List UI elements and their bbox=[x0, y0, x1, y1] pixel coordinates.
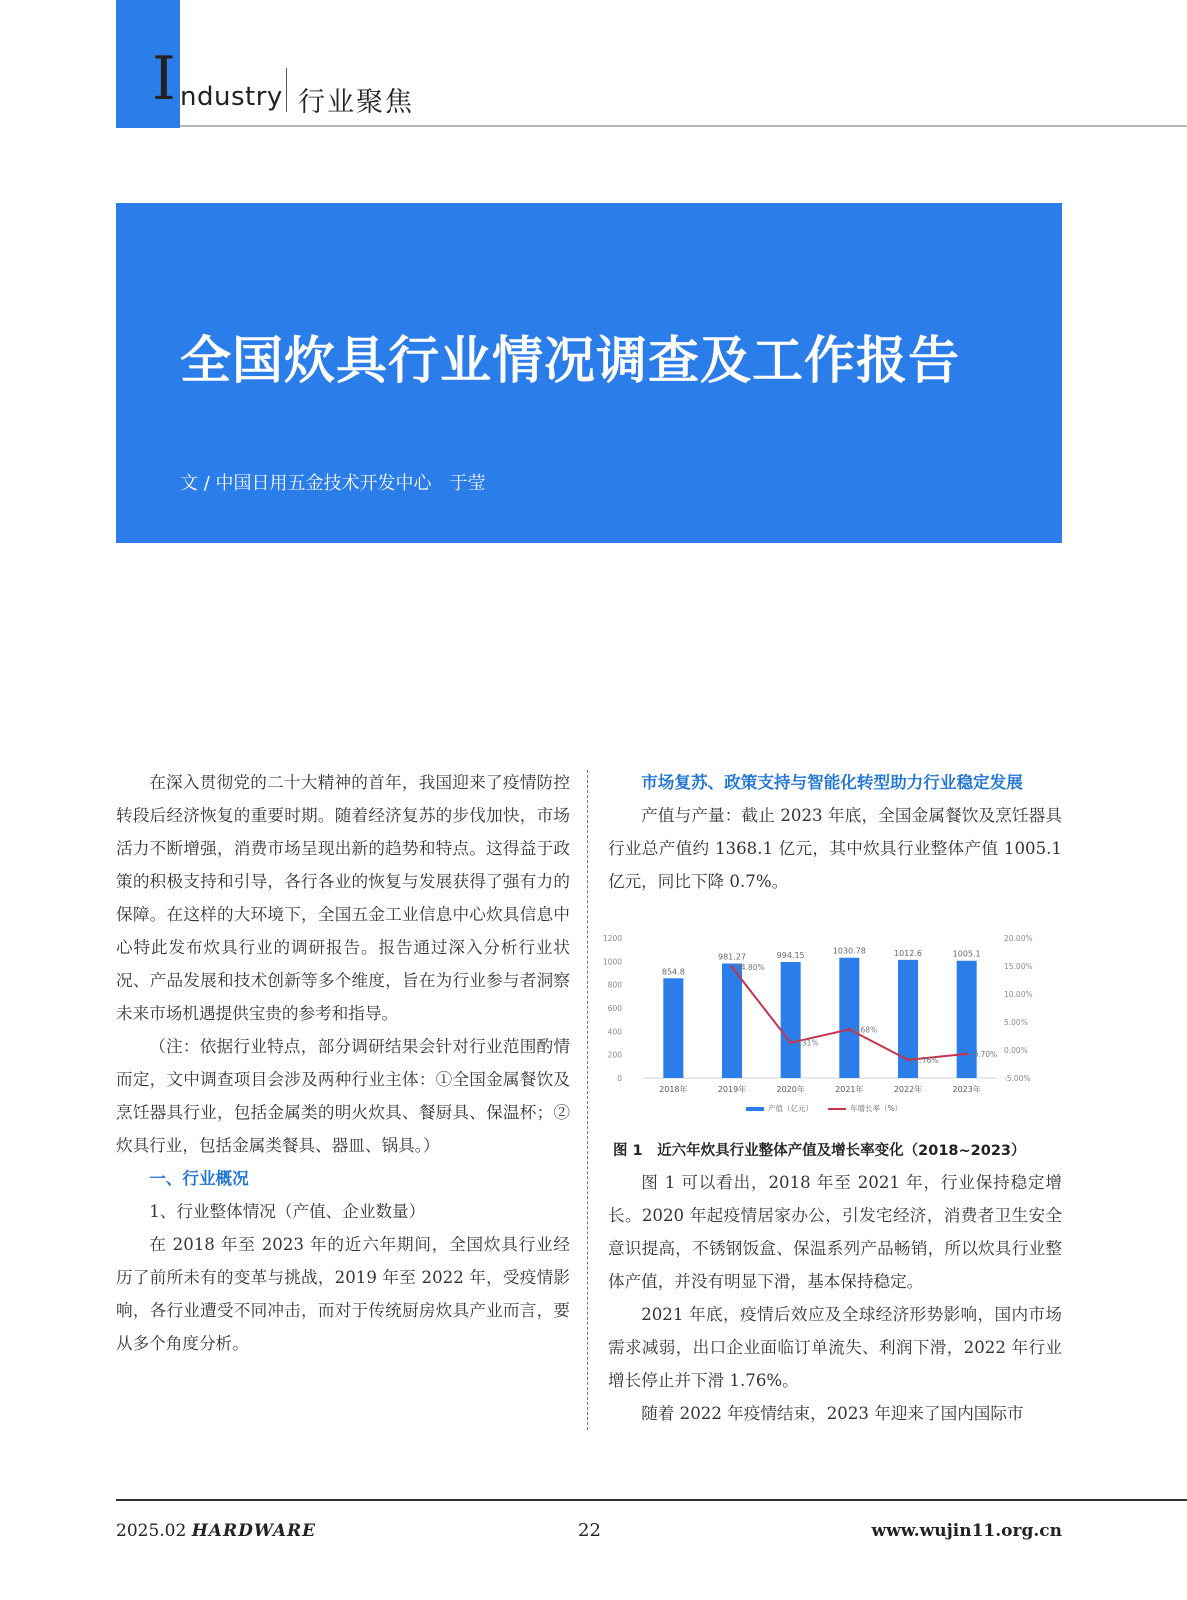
subsection-heading-blue: 市场复苏、政策支持与智能化转型助力行业稳定发展 bbox=[641, 773, 1023, 792]
growth-rate-point bbox=[730, 966, 733, 969]
bar-value-label: 1005.1 bbox=[952, 949, 981, 959]
body-paragraph: 随着 2022 年疫情结束，2023 年迎来了国内国际市 bbox=[641, 1404, 1024, 1423]
y-left-tick-label: 200 bbox=[607, 1050, 622, 1060]
left-column bbox=[116, 766, 570, 1360]
legend-label: 产值（亿元） bbox=[768, 1104, 813, 1113]
page-number: 22 bbox=[578, 1520, 601, 1541]
chart-bar bbox=[957, 961, 977, 1078]
footer-issue bbox=[116, 1521, 316, 1541]
y-right-tick-label: 10.00% bbox=[1004, 990, 1033, 999]
y-left-tick-label: 1000 bbox=[602, 957, 622, 967]
y-right-tick-label: 0.00% bbox=[1004, 1046, 1028, 1055]
x-tick-label: 2020年 bbox=[776, 1085, 805, 1094]
bar-value-label: 1012.6 bbox=[894, 948, 922, 958]
y-left-tick-label: 400 bbox=[607, 1027, 622, 1037]
column-divider bbox=[587, 770, 588, 1430]
y-right-tick-label: 20.00% bbox=[1004, 934, 1033, 943]
body-paragraph: 图 1 可以看出，2018 年至 2021 年，行业保持稳定增长。2020 年起疫情居家办公，引发宅经济，消费者卫生安全意识提高，不锈钢饭盒、保温系列产品畅销，所以炊具行业整体产值，并没有明显下滑，基本保持稳定。 bbox=[608, 1173, 1062, 1291]
bar-value-label: 981.27 bbox=[718, 952, 746, 962]
x-tick-label: 2021年 bbox=[835, 1085, 864, 1094]
section-name-en: ndustry bbox=[180, 82, 283, 112]
title-banner bbox=[116, 203, 1062, 543]
x-tick-label: 2022年 bbox=[893, 1085, 923, 1094]
figure-chart bbox=[602, 928, 1066, 1126]
body-paragraph: 在 2018 年至 2023 年的近六年期间，全国炊具行业经历了前所未有的变革与挑战，2019 年至 2022 年，受疫情影响，各行业遭受不同冲击，而对于传统厨房炊具产业而言，要从多个角度分析。 bbox=[116, 1235, 570, 1353]
article-byline: 文 / 中国日用五金技术开发中心 于莹 bbox=[180, 473, 486, 494]
growth-rate-label: 1.31% bbox=[794, 1038, 819, 1048]
bar-value-label: 854.8 bbox=[661, 967, 685, 977]
article-title: 全国炊具行业情况调查及工作报告 bbox=[180, 332, 961, 391]
growth-rate-label: 3.68% bbox=[853, 1025, 878, 1035]
y-left-tick-label: 600 bbox=[607, 1004, 622, 1013]
x-tick-label: 2018年 bbox=[659, 1085, 688, 1094]
footer-website: www.wujin11.org.cn bbox=[871, 1521, 1062, 1541]
right-column-bottom bbox=[608, 1166, 1062, 1430]
legend-label: 年增长率（%） bbox=[850, 1104, 903, 1113]
chart-bar bbox=[839, 958, 859, 1078]
header-rule bbox=[180, 125, 1187, 127]
y-left-tick-label: 1200 bbox=[602, 934, 622, 943]
bar-value-label: 1030.78 bbox=[832, 946, 866, 956]
body-paragraph: 产值与产量：截止 2023 年底，全国金属餐饮及烹饪器具行业总产值约 1368.1 亿元，其中炊具行业整体产值 1005.1 亿元，同比下降 0.7%。 bbox=[608, 806, 1062, 891]
growth-rate-label: -1.76% bbox=[912, 1055, 939, 1065]
legend-swatch-bar bbox=[746, 1107, 764, 1111]
magazine-name: HARDWARE bbox=[191, 1521, 317, 1541]
growth-rate-point bbox=[848, 1028, 851, 1031]
growth-rate-point bbox=[906, 1058, 909, 1061]
y-left-tick-label: 800 bbox=[607, 980, 622, 990]
right-column-top bbox=[608, 766, 1062, 898]
intro-paragraph: 在深入贯彻党的二十大精神的首年，我国迎来了疫情防控转段后经济恢复的重要时期。随着经济复苏的步伐加快，市场活力不断增强，消费市场呈现出新的趋势和特点。这得益于政策的积极支持和引导，各行各业的恢复与发展获得了强有力的保障。在这样的大环境下，全国五金工业信息中心炊具信息中心特此发布炊具行业的调研报告。报告通过深入分析行业状况、产品发展和技术创新等多个维度，旨在为行业参与者洞察未来市场机遇提供宝贵的参考和指导。 bbox=[116, 773, 570, 1023]
growth-rate-label: -0.70% bbox=[970, 1049, 998, 1059]
footer-rule bbox=[116, 1499, 1187, 1501]
subsection-heading: 1、行业整体情况（产值、企业数量） bbox=[149, 1202, 426, 1221]
y-right-tick-label: 5.00% bbox=[1004, 1018, 1028, 1027]
combo-chart bbox=[602, 928, 1066, 1126]
x-tick-label: 2019年 bbox=[717, 1085, 747, 1094]
section-heading: 一、行业概况 bbox=[149, 1169, 249, 1188]
growth-rate-point bbox=[965, 1052, 968, 1055]
header-separator bbox=[286, 68, 287, 112]
figure-caption: 图 1 近六年炊具行业整体产值及增长率变化（2018~2023） bbox=[613, 1143, 1026, 1159]
growth-rate-label: 14.80% bbox=[736, 963, 765, 973]
note-paragraph: （注：依据行业特点，部分调研结果会针对行业范围酌情而定，文中调查项目会涉及两种行业主体：①全国金属餐饮及烹饪器具行业，包括金属类的明火炊具、餐厨具、保温杯；②炊具行业，包括金属类餐具、器皿、锅具。） bbox=[116, 1037, 570, 1155]
body-paragraph: 2021 年底，疫情后效应及全球经济形势影响，国内市场需求减弱，出口企业面临订单流失、利润下滑，2022 年行业增长停止并下滑 1.76%。 bbox=[608, 1305, 1062, 1390]
y-left-tick-label: 0 bbox=[617, 1074, 622, 1083]
section-name-cn: 行业聚焦 bbox=[298, 87, 414, 118]
y-right-tick-label: 15.00% bbox=[1004, 962, 1033, 971]
issue-number: 2025.02 bbox=[116, 1521, 187, 1541]
bar-value-label: 994.15 bbox=[776, 951, 805, 961]
y-right-tick-label: -5.00% bbox=[1004, 1074, 1031, 1083]
x-tick-label: 2023年 bbox=[952, 1085, 981, 1094]
section-initial: I bbox=[152, 44, 176, 114]
chart-bar bbox=[663, 978, 683, 1078]
chart-bar bbox=[722, 964, 742, 1078]
growth-rate-point bbox=[789, 1041, 792, 1044]
chart-bar bbox=[781, 962, 801, 1078]
